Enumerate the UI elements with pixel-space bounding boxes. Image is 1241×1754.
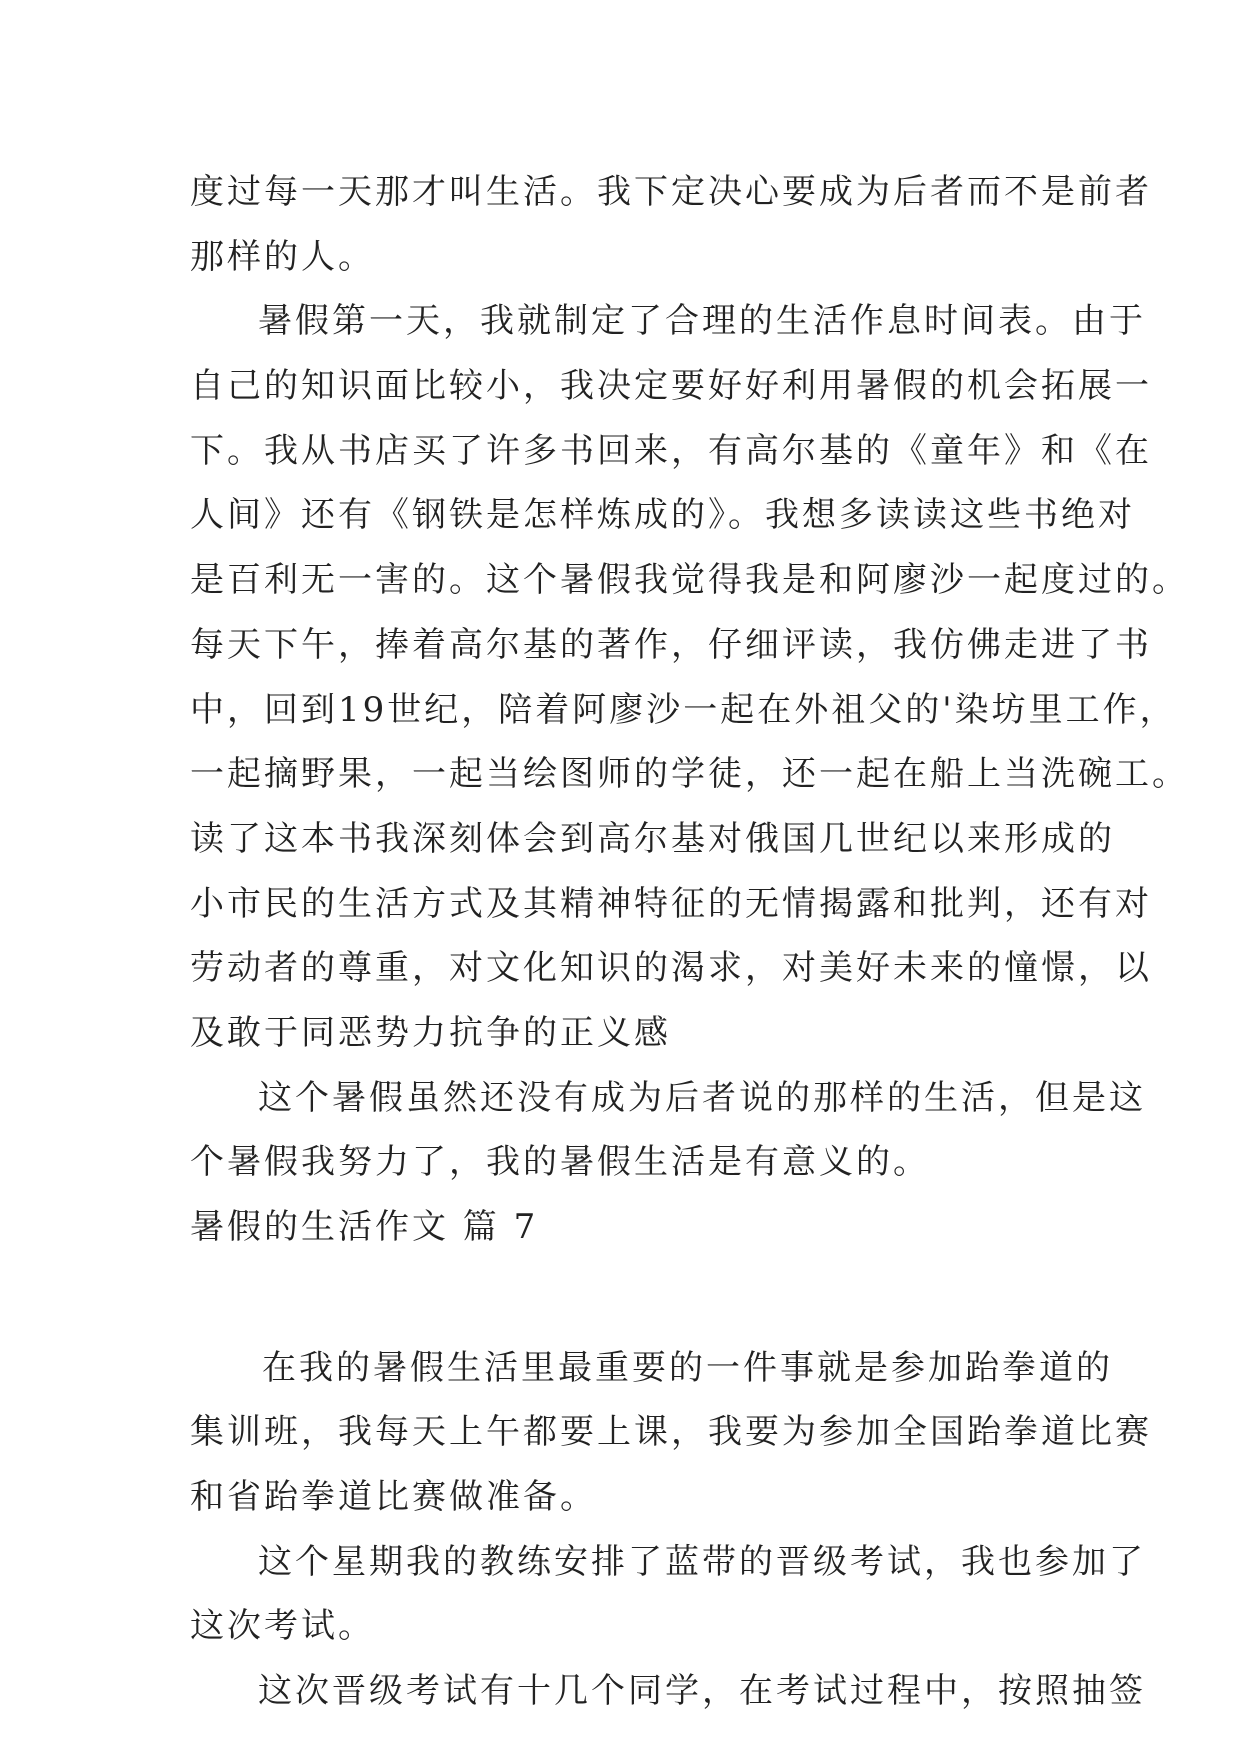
paragraph-first-line: 在我的暑假生活里最重要的一件事就是参加跆拳道的	[262, 1347, 1113, 1388]
blank-space	[190, 1260, 1050, 1336]
text-line: 个暑假我努力了，我的暑假生活是有意义的。	[190, 1142, 930, 1183]
text-line: 那样的人。	[190, 236, 375, 277]
text-line: 这次考试。	[190, 1606, 375, 1647]
text-line: 一起摘野果，一起当绘图师的学徒，还一起在船上当洗碗工。	[190, 754, 1189, 795]
paragraph-first-line: 这次晋级考试有十几个同学，在考试过程中，按照抽签	[258, 1671, 1146, 1712]
text-line: 集训班，我每天上午都要上课，我要为参加全国跆拳道比赛	[190, 1412, 1152, 1453]
text-line: 小市民的生活方式及其精神特征的无情揭露和批判，还有对	[190, 883, 1152, 924]
paragraph-first-line: 暑假第一天，我就制定了合理的生活作息时间表。由于	[258, 301, 1146, 342]
text-line: 及敢于同恶势力抗争的正义感	[190, 1012, 671, 1053]
text-line: 每天下午，捧着高尔基的著作，仔细评读，我仿佛走进了书	[190, 624, 1152, 665]
text-line: 劳动者的尊重，对文化知识的渴求，对美好未来的憧憬，以	[190, 948, 1152, 989]
text-line: 是百利无一害的。这个暑假我觉得我是和阿廖沙一起度过的。	[190, 560, 1189, 601]
text-line: 读了这本书我深刻体会到高尔基对俄国几世纪以来形成的	[190, 818, 1115, 859]
essay-body	[190, 160, 1189, 1724]
paragraph-first-line: 这个暑假虽然还没有成为后者说的那样的生活，但是这	[258, 1077, 1146, 1118]
paragraph-first-line: 这个星期我的教练安排了蓝带的晋级考试，我也参加了	[258, 1541, 1146, 1582]
text-line: 中，回到19世纪，陪着阿廖沙一起在外祖父的'染坊里工作，	[190, 689, 1177, 730]
text-line: 和省跆拳道比赛做准备。	[190, 1477, 597, 1518]
text-line: 度过每一天那才叫生活。我下定决心要成为后者而不是前者	[190, 172, 1152, 212]
text-line: 下。我从书店买了许多书回来，有高尔基的《童年》和《在	[190, 430, 1152, 471]
text-line: 人间》还有《钢铁是怎样炼成的》。我想多读读这些书绝对	[190, 495, 1135, 536]
text-line: 自己的知识面比较小，我决定要好好利用暑假的机会拓展一	[190, 366, 1152, 407]
section-heading: 暑假的生活作文 篇 7	[190, 1207, 539, 1247]
